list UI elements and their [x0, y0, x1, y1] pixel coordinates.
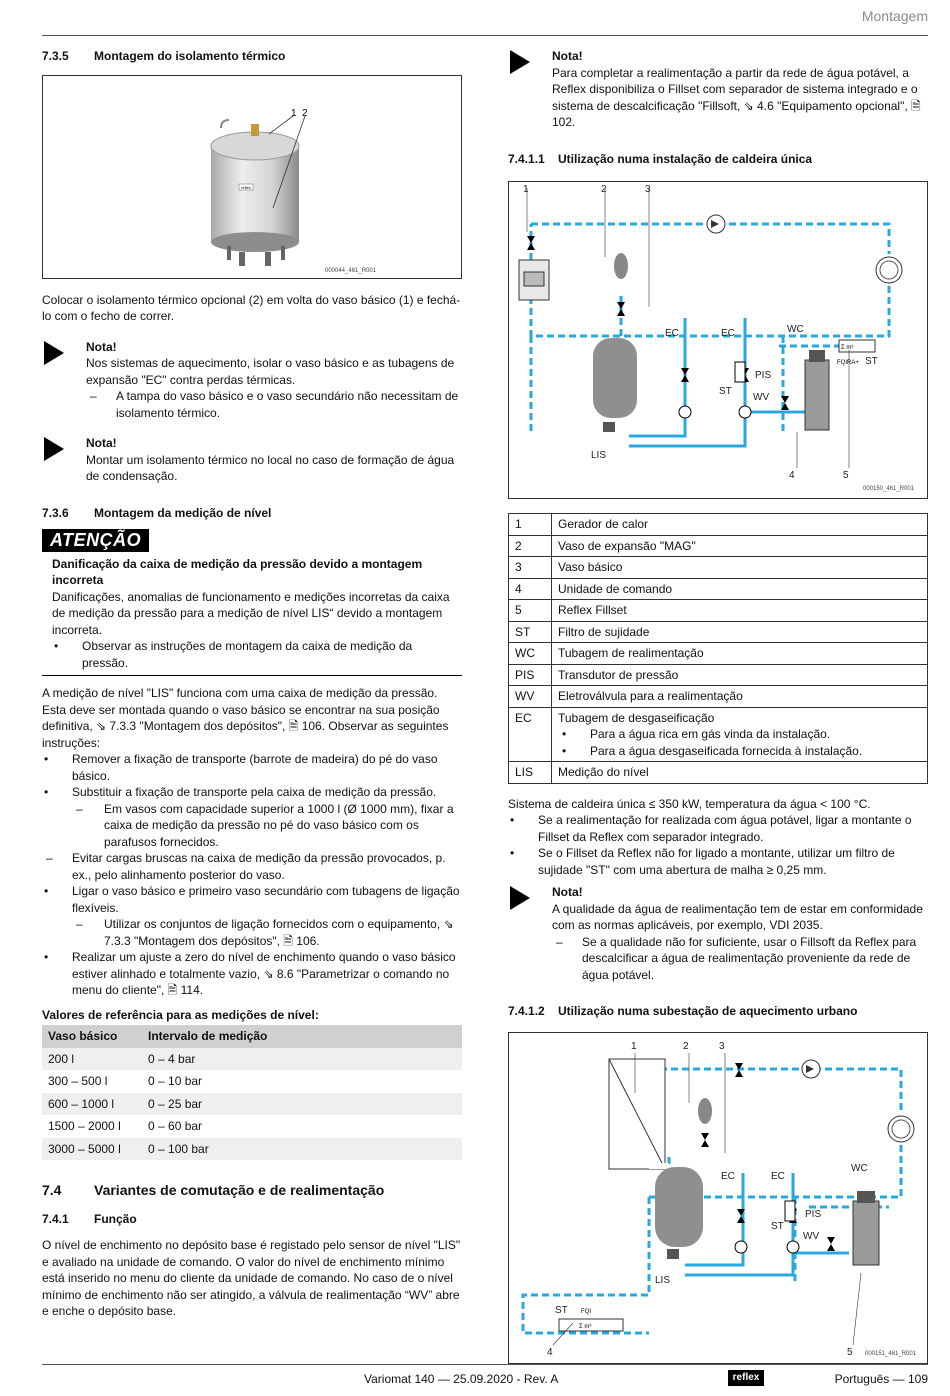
heading-7-4-1-2: 7.4.1.2 Utilização numa subestação de aquecimento urbano	[508, 1004, 858, 1018]
ref-head-range: Intervalo de medição	[142, 1025, 462, 1048]
para-function: O nível de enchimento no depósito base é registado pelo sensor de nível "LIS" e avaliado na unidade de comando. O valor do nível de enchimento mínimo está inserido no menu do cliente da unidade de comando. No caso de o nível mínimo de enchimento não ser atingido, a válvula de realimentação “WV” abre e enche o depósito base.	[42, 1238, 461, 1318]
table-row: WV Eletroválvula para a realimentação	[509, 686, 928, 708]
fig2-ec-1: EC	[721, 1170, 735, 1182]
note-arrow-icon	[44, 341, 64, 365]
heading-7-3-5: 7.3.5 Montagem do isolamento térmico	[42, 49, 286, 63]
legend-sub-bullet: • Para a água desgaseificada fornecida à instalação.	[558, 743, 921, 760]
insulated-tank-illustration	[43, 76, 463, 278]
fig2-st2: ST	[555, 1304, 568, 1316]
table-row: ST Filtro de sujidade	[509, 621, 928, 643]
attention-block	[42, 529, 462, 676]
note-text: Montar um isolamento térmico no local no caso de formação de água de condensação.	[86, 452, 455, 483]
fig1-sum-m3: Σ m³	[841, 345, 854, 351]
sub-dash-item: – Utilizar os conjuntos de ligação fornecidos com o equipamento, ⇘ 7.3.3 "Montagem dos depósitos", 🗎 106.	[42, 916, 462, 949]
fig1-wv: WV	[753, 392, 770, 403]
table-row: WC Tubagem de realimentação	[509, 643, 928, 665]
fig2-ec-2: EC	[771, 1170, 785, 1182]
fig1-label-1: 1	[523, 184, 529, 195]
fig-label-2: 2	[302, 107, 308, 119]
note-dash-item: – A tampa do vaso básico e o vaso secundário não necessitam de isolamento térmico.	[86, 388, 462, 421]
para-level: A medição de nível "LIS" funciona com uma caixa de medição da pressão. Esta deve ser montada quando o vaso básico se encontrar na sua posição definitiva, ⇘ 7.3.3 "Montagem dos depósitos", 🗎 106. Observar as seguintes instruções:	[42, 686, 449, 750]
fig2-label-3: 3	[719, 1040, 725, 1052]
bullet-item: • Substituir a fixação de transporte pela caixa de medição da pressão.	[42, 784, 462, 801]
tank-brand-label: reflex	[241, 184, 251, 190]
fig1-ec-2: EC	[721, 328, 735, 339]
table-row: 200 l 0 – 4 bar	[42, 1048, 462, 1071]
table-row: 1 Gerador de calor	[509, 514, 928, 536]
table-row: 2 Vaso de expansão "MAG"	[509, 535, 928, 557]
figure-insulation	[42, 75, 462, 279]
bullet-item: • Ligar o vaso básico e primeiro vaso secundário com tubagens de ligação flexíveis.	[42, 883, 462, 916]
table-row: LIS Medição do nível	[509, 762, 928, 784]
figure-single-boiler	[508, 181, 928, 499]
legend-sub-bullet: • Para a água rica em gás vinda da instalação.	[558, 726, 921, 743]
note-text: Para completar a realimentação a partir da rede de água potável, a Reflex disponibiliza o Fillset com separador de sistema integrado e o sistema de descalcificação "Fillsoft, ⇘ 4.6 "Equipamento opcional", 🗎 102.	[552, 65, 921, 129]
ref-values-title: Valores de referência para as medições de nível:	[42, 1007, 319, 1022]
bullet-item: • Se o Fillset da Reflex não for ligado a montante, utilizar um filtro de sujidade "ST" com uma abertura de malha ≥ 0,25 mm.	[508, 845, 928, 878]
note-insulation-1	[42, 339, 462, 422]
fig2-lis: LIS	[655, 1274, 671, 1286]
fig2-wv: WV	[803, 1230, 820, 1242]
table-row: 3 Vaso básico	[509, 557, 928, 579]
heading-7-3-6: 7.3.6 Montagem da medição de nível	[42, 505, 272, 520]
dash-item: – Evitar cargas bruscas na caixa de medição da pressão provocados, p. ex., pelo alinhamento posterior do vaso.	[42, 850, 462, 883]
header-rule	[42, 35, 928, 36]
fig2-st: ST	[771, 1220, 784, 1232]
table-row: 4 Unidade de comando	[509, 578, 928, 600]
note-arrow-icon	[44, 437, 64, 461]
fig-code: 000044_461_R001	[325, 267, 377, 274]
table-row: EC Tubagem de desgaseificação • Para a água rica em gás vinda da instalação. • Para a água desgaseificada fornecida à instalação.	[509, 707, 928, 762]
fig-label-1: 1	[291, 107, 297, 119]
footer-page-number: Português — 109	[834, 1372, 928, 1386]
bullet-item: • Realizar um ajuste a zero do nível de enchimento quando o vaso básico estiver alinhado e totalmente vazio, ⇘ 8.6 "Parametrizar o comando no menu do cliente", 🗎 114.	[42, 949, 462, 999]
fig1-label-5: 5	[843, 470, 849, 481]
note-arrow-icon	[510, 886, 530, 910]
fig1-ec-1: EC	[665, 328, 679, 339]
note-dash-item: – Se a qualidade não for suficiente, usar o Fillsoft da Reflex para descalcificar a água de realimentação proveniente da rede de água potável.	[552, 934, 928, 984]
fig2-label-2: 2	[683, 1040, 689, 1052]
footer-rule	[42, 1364, 928, 1365]
fig2-sum-m3: Σ m³	[579, 1323, 592, 1330]
note-water-quality	[508, 884, 928, 983]
note-text: Nos sistemas de aquecimento, isolar o vaso básico e as tubagens de expansão "EC" contra perdas térmicas.	[86, 356, 455, 387]
table-row: PIS Transdutor de pressão	[509, 664, 928, 686]
table-row: 1500 – 2000 l 0 – 60 bar	[48, 1119, 203, 1133]
left-column	[42, 48, 462, 1320]
fig2-pis: PIS	[805, 1208, 822, 1220]
fig2-wc: WC	[851, 1162, 868, 1174]
sub-dash-item: – Em vasos com capacidade superior a 1000 l (Ø 1000 mm), fixar a caixa de medição da pressão no pé do vaso básico com os parafusos fornecidos.	[42, 801, 462, 851]
bullet-item: • Se a realimentação for realizada com água potável, ligar a montante o Fillset da Reflex com separador integrado.	[508, 812, 928, 845]
heading-7-4-1: 7.4.1 Função	[42, 1211, 137, 1226]
note-title: Nota!	[552, 885, 583, 899]
single-boiler-schematic	[509, 182, 927, 498]
fig1-wc: WC	[787, 324, 804, 335]
footer-doc-info: Variomat 140 — 25.09.2020 - Rev. A	[364, 1372, 559, 1386]
fig2-code: 000151_461_R001	[865, 1350, 917, 1357]
reflex-logo: reflex	[728, 1370, 764, 1386]
table-row: 300 – 500 l 0 – 10 bar	[48, 1074, 203, 1088]
note-arrow-icon	[510, 50, 530, 74]
fig1-code: 000150_461_R001	[863, 486, 915, 492]
fig2-label-4: 4	[547, 1346, 553, 1358]
fig1-label-3: 3	[645, 184, 651, 195]
fig1-st2: ST	[865, 356, 878, 367]
fig1-lis: LIS	[591, 450, 607, 461]
fig1-st: ST	[719, 386, 732, 397]
ref-values-table	[42, 1025, 462, 1160]
heading-7-4-1-1: 7.4.1.1 Utilização numa instalação de caldeira única	[508, 151, 813, 166]
fig2-label-5: 5	[847, 1346, 853, 1358]
note-text: A qualidade da água de realimentação tem de estar em conformidade com as normas aplicáveis, por exemplo, VDI 2035.	[552, 901, 923, 932]
para-insulation: Colocar o isolamento térmico opcional (2) em volta do vaso básico (1) e fechá-lo com o fecho de correr.	[42, 292, 461, 323]
fig1-fqira: FQIRA+	[837, 360, 859, 366]
para-single-boiler: Sistema de caldeira única ≤ 350 kW, temperatura da água < 100 °C.	[508, 796, 871, 811]
note-title: Nota!	[552, 49, 583, 63]
note-title: Nota!	[86, 339, 117, 354]
bullet-item: • Remover a fixação de transporte (barrote de madeira) do pé do vaso básico.	[42, 751, 462, 784]
table-row: 5 Reflex Fillset	[509, 600, 928, 622]
right-column	[508, 48, 928, 1364]
fig2-label-1: 1	[631, 1040, 637, 1052]
figure-district-heating	[508, 1032, 928, 1364]
ref-head-vessel: Vaso básico	[42, 1025, 142, 1048]
district-heating-schematic	[509, 1033, 927, 1363]
legend-table	[508, 513, 928, 784]
table-row: 600 – 1000 l 0 – 25 bar	[42, 1093, 462, 1116]
fig1-label-4: 4	[789, 470, 795, 481]
table-row: 3000 – 5000 l 0 – 100 bar	[42, 1138, 462, 1161]
attention-bullet: • Observar as instruções de montagem da caixa de medição da pressão.	[52, 638, 452, 671]
attention-text: Danificações, anomalias de funcionamento e medições incorretas da caixa de medição da pressão para a medição de nível LIS“ devido a montagem incorreta.	[52, 589, 450, 637]
fig2-fqi: FQI	[581, 1308, 591, 1315]
page-header-section: Montagem	[861, 8, 928, 24]
note-fillset	[508, 48, 928, 131]
fig1-pis: PIS	[755, 370, 772, 381]
note-insulation-2	[42, 435, 462, 485]
fig1-label-2: 2	[601, 184, 607, 195]
note-title: Nota!	[86, 436, 117, 450]
heading-7-4: 7.4 Variantes de comutação e de realimentação	[42, 1182, 385, 1198]
attention-title: Danificação da caixa de medição da pressão devido a montagem incorreta	[52, 556, 423, 587]
attention-badge: ATENÇÃO	[42, 529, 149, 552]
